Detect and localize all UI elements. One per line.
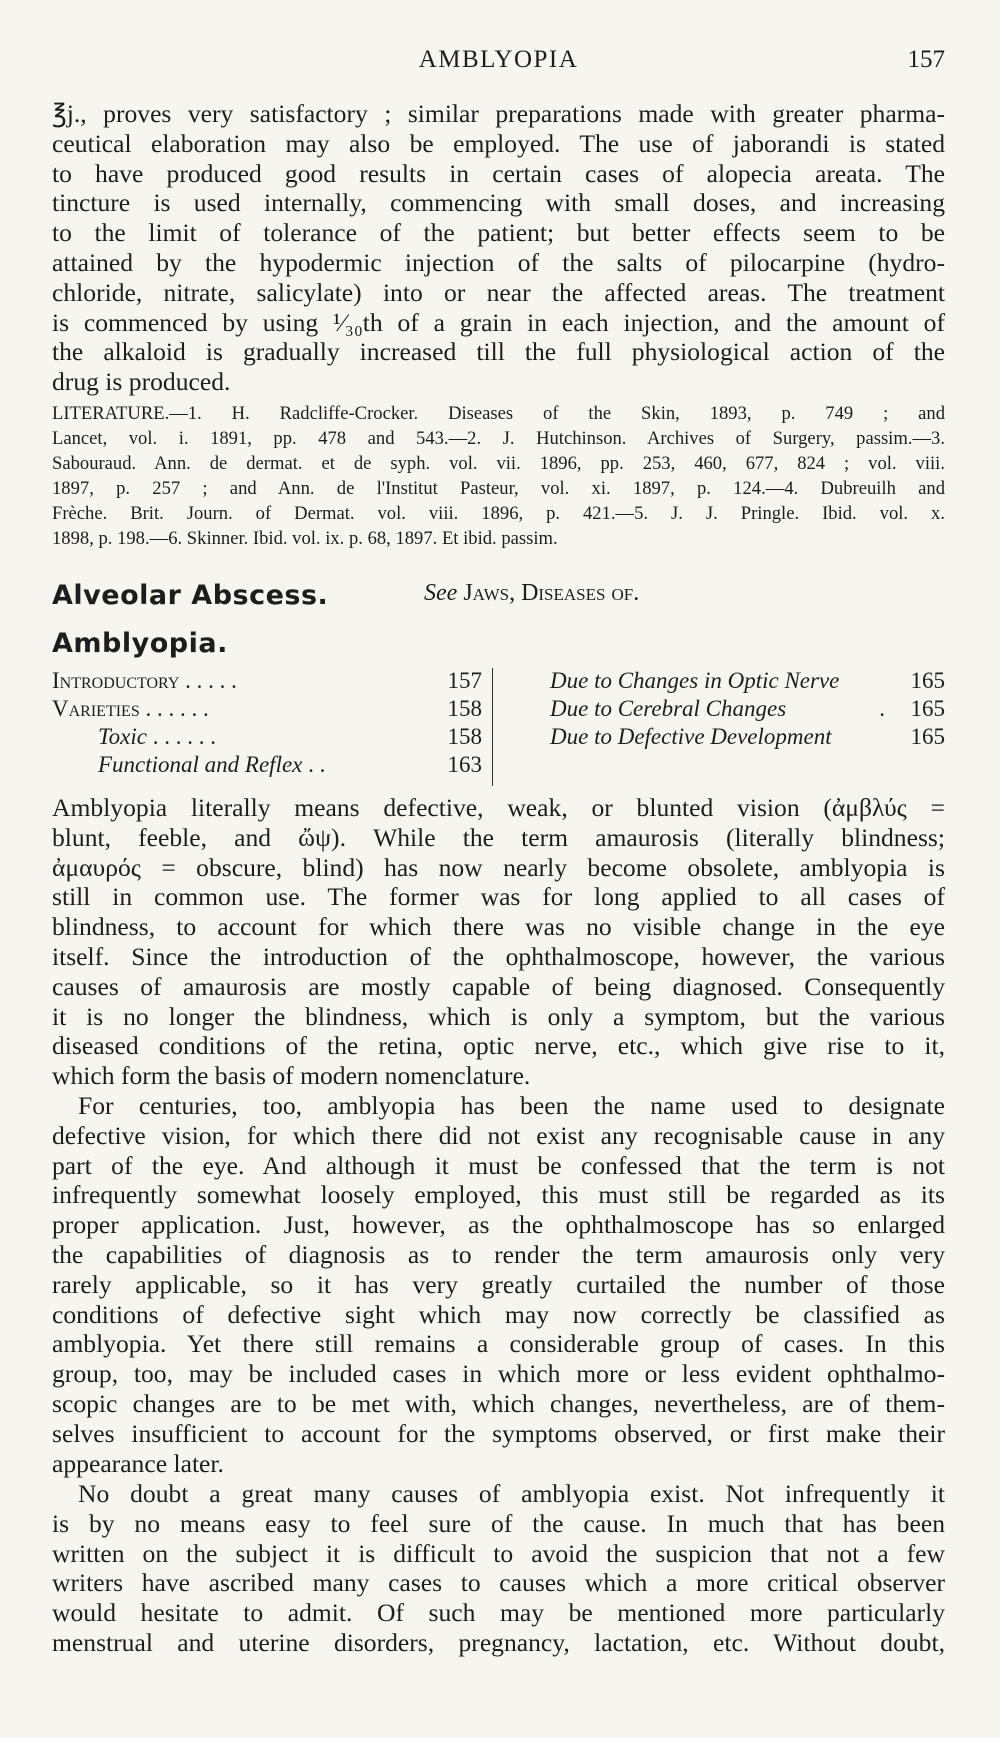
entry-label: Varieties <box>52 696 140 721</box>
text-line: ℥j., proves very satisfactory ; similar preparations made with greater pharma- <box>52 99 945 128</box>
intro-paragraph <box>52 99 945 397</box>
reference-line: Frèche. Brit. Journ. of Dermat. vol. viii. 1896, p. 421.—5. J. J. Pringle. Ibid. vol. x. <box>52 503 945 524</box>
literature-references <box>52 401 945 551</box>
contents-left-column <box>52 668 493 786</box>
text-line: blindness, to account for which there was no visible change in the eye <box>52 912 945 942</box>
amblyopia-heading: Amblyopia. <box>52 628 228 659</box>
text-line: drug is produced. <box>52 367 231 397</box>
text-line: blunt, feeble, and ὤψ). While the term amaurosis (literally blindness; <box>52 822 945 852</box>
reference-line: 1897, p. 257 ; and Ann. de l'Institut Pasteur, vol. xi. 1897, p. 124.—4. Dubreuilh and <box>52 478 945 499</box>
alveolar-abscess-heading: Alveolar Abscess. <box>52 580 329 611</box>
text-line: would hesitate to admit. Of such may be mentioned more particularly <box>52 1598 945 1628</box>
contents-entry <box>52 696 482 724</box>
text-line: writers have ascribed many cases to causes which a more critical observer <box>52 1568 945 1598</box>
book-page <box>52 0 945 1738</box>
text-line: proper application. Just, however, as the ophthalmoscope has so enlarged <box>52 1210 945 1240</box>
entry-label: Due to Defective Development <box>550 724 832 749</box>
entry-page: 157 <box>447 668 482 693</box>
entry-label: Toxic <box>98 724 147 749</box>
see-target: Jaws, Diseases of. <box>463 580 640 606</box>
text-line: defective vision, for which there did not exist any recognisable cause in any <box>52 1120 945 1150</box>
text-line: still in common use. The former was for long applied to all cases of <box>52 882 945 912</box>
entry-label: Introductory <box>52 668 180 693</box>
reference-line: LITERATURE.—1. H. Radcliffe-Crocker. Diseases of the Skin, 1893, p. 749 ; and <box>52 403 945 424</box>
body-paragraph-1 <box>52 793 945 1091</box>
entry-label: Due to Changes in Optic Nerve <box>550 668 840 693</box>
entry-label: Due to Cerebral Changes <box>550 696 787 721</box>
entry-page: 165 <box>910 696 945 721</box>
text-line: diseased conditions of the retina, optic nerve, etc., which give rise to it, <box>52 1031 945 1061</box>
contents-entry <box>550 668 945 696</box>
text-line: ἀμαυρός = obscure, blind) has now nearly become obsolete, amblyopia is <box>52 852 945 882</box>
text-line: which form the basis of modern nomenclature. <box>52 1061 531 1091</box>
text-line: rarely applicable, so it has very greatly curtailed the number of those <box>52 1269 945 1299</box>
text-line: to the limit of tolerance of the patient; but better effects seem to be <box>52 218 945 248</box>
contents-entry <box>52 752 482 780</box>
contents-entry <box>550 724 945 752</box>
text-line: selves insufficient to account for the symptoms observed, or first make their <box>52 1418 945 1448</box>
page-number: 157 <box>907 46 945 73</box>
see-label: See <box>424 580 458 606</box>
text-line: menstrual and uterine disorders, pregnancy, lactation, etc. Without doubt, <box>52 1627 945 1657</box>
entry-label: Functional and Reflex <box>98 752 303 777</box>
entry-page: 158 <box>447 696 482 721</box>
reference-line: 1898, p. 198.—6. Skinner. Ibid. vol. ix. p. 68, 1897. Et ibid. passim. <box>52 528 558 549</box>
text-line: the alkaloid is gradually increased till the full physiological action of the <box>52 337 945 367</box>
entry-leader: . <box>879 696 885 721</box>
text-line: amblyopia. Yet there still remains a considerable group of cases. In this <box>52 1329 945 1359</box>
entry-leader: . . <box>308 752 326 777</box>
text-line: causes of amaurosis are mostly capable of being diagnosed. Consequently <box>52 971 945 1001</box>
text-line: is by no means easy to feel sure of the cause. In much that has been <box>52 1508 945 1538</box>
entry-page: 165 <box>910 668 945 693</box>
entry-page: 158 <box>447 724 482 749</box>
text-line: part of the eye. And although it must be confessed that the term is not <box>52 1150 945 1180</box>
text-line: it is no longer the blindness, which is only a symptom, but the various <box>52 1001 945 1031</box>
reference-line: Lancet, vol. i. 1891, pp. 478 and 543.—2. J. Hutchinson. Archives of Surgery, passim.—3. <box>52 428 945 449</box>
contents-entry <box>550 696 945 724</box>
text-line: to have produced good results in certain cases of alopecia areata. The <box>52 158 945 188</box>
body-paragraph-2 <box>52 1091 945 1478</box>
contents-entry <box>52 668 482 696</box>
reference-line: Sabouraud. Ann. de dermat. et de syph. vol. vii. 1896, pp. 253, 460, 677, 824 ; vol. viii. <box>52 453 945 474</box>
contents-entry <box>52 724 482 752</box>
entry-page: 165 <box>910 724 945 749</box>
text-line: ceutical elaboration may also be employed. The use of jaborandi is stated <box>52 128 945 158</box>
entry-leader: . . . . . . <box>152 724 216 749</box>
entry-leader: . . . . . . <box>145 696 209 721</box>
text-line: the capabilities of diagnosis as to render the term amaurosis only very <box>52 1239 945 1269</box>
text-line: Amblyopia literally means defective, weak, or blunted vision (ἀμβλύς = <box>52 793 945 822</box>
running-title: AMBLYOPIA <box>418 46 579 73</box>
section-contents <box>52 668 945 786</box>
entry-leader: . . . . . <box>185 668 237 693</box>
running-head <box>52 44 945 80</box>
cross-reference <box>424 580 639 607</box>
text-line: group, too, may be included cases in which more or less evident ophthalmo- <box>52 1359 945 1389</box>
entry-page: 163 <box>447 752 482 777</box>
text-line: No doubt a great many causes of amblyopia exist. Not infrequently it <box>78 1479 945 1508</box>
text-line: written on the subject it is difficult to avoid the suspicion that not a few <box>52 1538 945 1568</box>
text-line: For centuries, too, amblyopia has been the name used to designate <box>78 1091 945 1120</box>
text-line: conditions of defective sight which may now correctly be classified as <box>52 1299 945 1329</box>
text-line: tincture is used internally, commencing with small doses, and increasing <box>52 188 945 218</box>
text-line: is commenced by using ¹⁄₃₀th of a grain in each injection, and the amount of <box>52 307 945 337</box>
text-line: infrequently somewhat loosely employed, this must still be regarded as its <box>52 1180 945 1210</box>
text-line: attained by the hypodermic injection of the salts of pilocarpine (hydro- <box>52 247 945 277</box>
text-line: appearance later. <box>52 1448 224 1478</box>
body-paragraph-3 <box>52 1479 945 1658</box>
text-line: scopic changes are to be met with, which changes, nevertheless, are of them- <box>52 1388 945 1418</box>
text-line: chloride, nitrate, salicylate) into or near the affected areas. The treatment <box>52 277 945 307</box>
text-line: itself. Since the introduction of the ophthalmoscope, however, the various <box>52 941 945 971</box>
